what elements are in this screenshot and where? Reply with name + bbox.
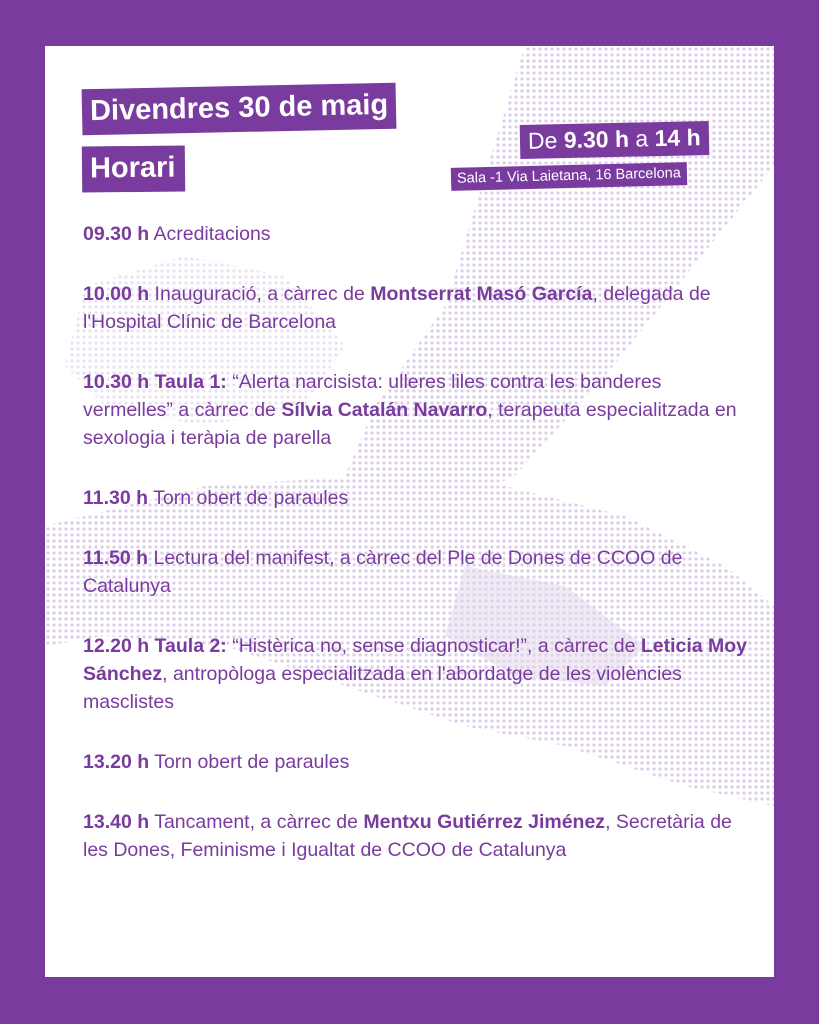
schedule-item-1320: [83, 748, 748, 776]
schedule-time: 10.30 h: [83, 371, 150, 393]
schedule-text: Inauguració, a càrrec de: [149, 283, 371, 305]
time-prefix: De: [527, 127, 558, 154]
time-end: 14 h: [654, 124, 701, 152]
schedule-item-1130: [83, 484, 748, 512]
schedule-text: Torn obert de paraules: [149, 751, 350, 773]
schedule-text: “Histèrica no, sense diagnosticar!”, a càrrec de: [226, 635, 641, 657]
time-start: 9.30 h: [563, 125, 630, 154]
schedule-text: Torn obert de paraules: [148, 487, 349, 509]
schedule-time: 11.50 h: [83, 547, 149, 569]
schedule-item-0930: [83, 220, 748, 248]
speaker-name: Mentxu Gutiérrez Jiménez: [363, 811, 606, 833]
event-day-label: Divendres 30 de maig: [82, 83, 397, 136]
schedule-time: 13.20 h: [83, 751, 150, 773]
speaker-name: Sílvia Catalán Navarro: [281, 399, 488, 421]
schedule-text: , antropòloga especialitzada en l'abordatge de les violències masclistes: [83, 663, 682, 713]
schedule-item-1150: [83, 544, 748, 600]
schedule-time: 10.00 h: [83, 283, 150, 305]
schedule-text: “Alerta narcisista: ulleres liles contra les banderes vermelles” a càrrec de: [83, 371, 662, 421]
session-label: Taula 1:: [149, 371, 227, 393]
schedule-item-1000: [83, 280, 748, 336]
schedule-text: , terapeuta especialitzada en sexologia i teràpia de parella: [83, 399, 737, 449]
venue-label: Sala -1 Via Laietana, 16 Barcelona: [451, 162, 687, 190]
schedule-heading: Horari: [82, 145, 186, 192]
schedule-text: Acreditacions: [149, 223, 271, 245]
schedule-item-1030: [83, 368, 748, 452]
speaker-name: Montserrat Masó García: [370, 283, 593, 305]
schedule-text: Lectura del manifest, a càrrec del Ple de Dones de CCOO de Catalunya: [83, 547, 683, 597]
schedule-text: , delegada de l'Hospital Clínic de Barcelona: [83, 283, 711, 333]
event-time-label: [520, 121, 709, 159]
schedule-time: 09.30 h: [83, 223, 150, 245]
schedule-time: 12.20 h: [83, 635, 150, 657]
schedule-time: 13.40 h: [83, 811, 150, 833]
schedule-time: 11.30 h: [83, 487, 149, 509]
schedule-item-1220: [83, 632, 748, 716]
session-label: Taula 2:: [149, 635, 227, 657]
schedule-text: , Secretària de les Dones, Feminisme i Igualtat de CCOO de Catalunya: [83, 811, 732, 861]
speaker-name: Leticia Moy Sánchez: [83, 635, 748, 685]
schedule-list: [83, 220, 748, 896]
schedule-text: Tancament, a càrrec de: [149, 811, 364, 833]
poster-card: [45, 46, 774, 977]
time-mid: a: [635, 125, 649, 152]
schedule-item-1340: [83, 808, 748, 864]
